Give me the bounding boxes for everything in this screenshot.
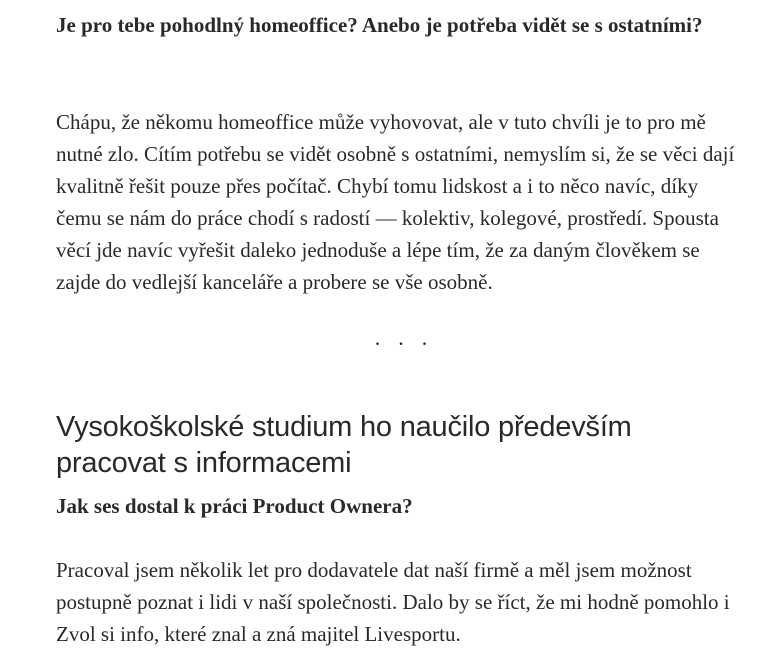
section-heading: Vysokoškolské studium ho naučilo především pracovat s informacemi xyxy=(56,411,632,479)
answer-paragraph-homeoffice: Chápu, že někomu homeoffice může vyhovovat, ale v tuto chvíli je to pro mě nutné zlo. Cítím potřebu se vidět osobně s ostatními, nemyslím si, že se věci dají kvalitně řešit pouze přes počítač. Chybí tomu lidskost a i to něco navíc, díky čemu se nám do práce chodí s radostí — kolektiv, kolegové, prostředí. Spousta věcí jde navíc vyřešit daleko jednoduše a lépe tím, že za daným člověkem se zajde do vedlejší kanceláře a probere se vše osobně. xyxy=(56,110,735,294)
section-separator: ... xyxy=(374,325,446,350)
interview-question-product-owner: Jak ses dostal k práci Product Ownera? xyxy=(56,494,413,518)
interview-question-homeoffice: Je pro tebe pohodlný homeoffice? Anebo je potřeba vidět se s ostatními? xyxy=(56,13,703,37)
answer-paragraph-product-owner: Pracoval jsem několik let pro dodavatele dat naší firmě a měl jsem možnost postupně poznat i lidi v naší společnosti. Dalo by se říct, že mi hodně pomohlo i Zvol si info, které znal a zná majitel Livesportu. xyxy=(56,558,730,646)
